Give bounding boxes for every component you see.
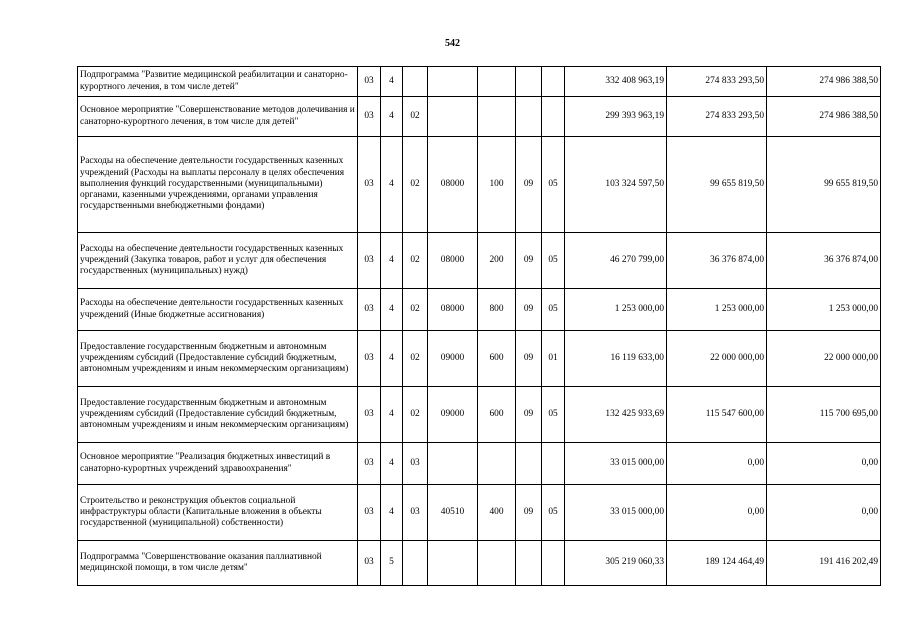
code-ministry: 03 [358,233,381,289]
code-direction [428,97,478,137]
code-activity: 02 [403,289,428,331]
row-description: Строительство и реконструкция объектов социальной инфраструктуры области (Капитальные вложения в объекты государственной (муниципальной) собственности) [78,485,358,541]
code-expense-type: 600 [478,387,516,443]
code-activity [403,67,428,97]
code-section: 09 [516,387,542,443]
code-subprogram: 4 [381,443,403,485]
code-subprogram: 4 [381,233,403,289]
amount-year-3: 191 416 202,49 [767,541,881,586]
amount-year-1: 103 324 597,50 [565,137,667,233]
row-description: Расходы на обеспечение деятельности государственных казенных учреждений (Закупка товаров, работ и услуг для обеспечения государственных (муниципальных) нужд) [78,233,358,289]
code-direction: 40510 [428,485,478,541]
code-activity [403,541,428,586]
code-activity: 02 [403,97,428,137]
amount-year-2: 0,00 [667,485,767,541]
code-subprogram: 4 [381,485,403,541]
amount-year-1: 46 270 799,00 [565,233,667,289]
code-expense-type [478,541,516,586]
row-description: Предоставление государственным бюджетным и автономным учреждениям субсидий (Предоставление субсидий бюджетным, автономным учреждениям и иным некоммерческим организациям) [78,331,358,387]
amount-year-2: 99 655 819,50 [667,137,767,233]
code-subsection: 05 [542,289,565,331]
code-section [516,541,542,586]
code-activity: 02 [403,387,428,443]
row-description: Подпрограмма "Совершенствование оказания паллиативной медицинской помощи, в том числе детям" [78,541,358,586]
amount-year-3: 22 000 000,00 [767,331,881,387]
amount-year-2: 274 833 293,50 [667,97,767,137]
table-row [78,331,881,387]
row-description: Основное мероприятие "Совершенствование методов долечивания и санаторно-курортного лечения, в том числе для детей" [78,97,358,137]
amount-year-1: 33 015 000,00 [565,485,667,541]
code-subsection [542,67,565,97]
code-subprogram: 4 [381,387,403,443]
code-section: 09 [516,233,542,289]
code-direction [428,541,478,586]
code-expense-type [478,67,516,97]
code-direction [428,67,478,97]
code-subprogram: 5 [381,541,403,586]
table-row [78,137,881,233]
amount-year-1: 305 219 060,33 [565,541,667,586]
code-ministry: 03 [358,485,381,541]
amount-year-1: 132 425 933,69 [565,387,667,443]
amount-year-3: 0,00 [767,485,881,541]
amount-year-1: 299 393 963,19 [565,97,667,137]
code-section: 09 [516,331,542,387]
table-row [78,97,881,137]
code-subsection [542,443,565,485]
code-subsection: 05 [542,485,565,541]
amount-year-3: 1 253 000,00 [767,289,881,331]
code-activity: 02 [403,137,428,233]
table-row [78,289,881,331]
amount-year-1: 33 015 000,00 [565,443,667,485]
row-description: Расходы на обеспечение деятельности государственных казенных учреждений (Иные бюджетные ассигнования) [78,289,358,331]
amount-year-3: 115 700 695,00 [767,387,881,443]
code-activity: 03 [403,485,428,541]
code-subsection [542,541,565,586]
code-subsection: 05 [542,387,565,443]
code-direction: 09000 [428,387,478,443]
code-direction: 08000 [428,233,478,289]
code-ministry: 03 [358,137,381,233]
code-ministry: 03 [358,289,381,331]
amount-year-3: 99 655 819,50 [767,137,881,233]
row-description: Основное мероприятие "Реализация бюджетных инвестиций в санаторно-курортных учреждений здравоохранения" [78,443,358,485]
table-row [78,67,881,97]
amount-year-3: 274 986 388,50 [767,97,881,137]
code-section [516,67,542,97]
page-number: 542 [445,38,460,49]
code-direction: 08000 [428,289,478,331]
table-row [78,485,881,541]
table-row [78,443,881,485]
row-description: Расходы на обеспечение деятельности государственных казенных учреждений (Расходы на выплаты персоналу в целях обеспечения выполнения функций государственными (муниципальными) органами, казенными учреждениями, органами управления государственными внебюджетными фондами) [78,137,358,233]
code-subsection: 01 [542,331,565,387]
code-subsection: 05 [542,137,565,233]
amount-year-2: 1 253 000,00 [667,289,767,331]
code-expense-type [478,97,516,137]
code-subprogram: 4 [381,331,403,387]
code-subprogram: 4 [381,97,403,137]
amount-year-1: 332 408 963,19 [565,67,667,97]
code-activity: 02 [403,233,428,289]
code-ministry: 03 [358,331,381,387]
code-expense-type [478,443,516,485]
budget-table [77,66,881,586]
code-direction: 09000 [428,331,478,387]
code-expense-type: 600 [478,331,516,387]
code-expense-type: 400 [478,485,516,541]
amount-year-3: 274 986 388,50 [767,67,881,97]
code-subprogram: 4 [381,137,403,233]
amount-year-3: 36 376 874,00 [767,233,881,289]
code-section: 09 [516,485,542,541]
amount-year-2: 189 124 464,49 [667,541,767,586]
amount-year-2: 115 547 600,00 [667,387,767,443]
code-subsection: 05 [542,233,565,289]
code-ministry: 03 [358,97,381,137]
table-row [78,541,881,586]
code-expense-type: 100 [478,137,516,233]
code-expense-type: 200 [478,233,516,289]
code-activity: 02 [403,331,428,387]
code-section [516,443,542,485]
amount-year-1: 1 253 000,00 [565,289,667,331]
table-row [78,233,881,289]
code-ministry: 03 [358,443,381,485]
code-section [516,97,542,137]
code-direction: 08000 [428,137,478,233]
amount-year-3: 0,00 [767,443,881,485]
code-expense-type: 800 [478,289,516,331]
code-direction [428,443,478,485]
code-section: 09 [516,289,542,331]
amount-year-2: 36 376 874,00 [667,233,767,289]
code-ministry: 03 [358,387,381,443]
code-subprogram: 4 [381,67,403,97]
row-description: Предоставление государственным бюджетным и автономным учреждениям субсидий (Предоставление субсидий бюджетным, автономным учреждениям и иным некоммерческим организациям) [78,387,358,443]
code-ministry: 03 [358,67,381,97]
amount-year-2: 274 833 293,50 [667,67,767,97]
table-row [78,387,881,443]
code-ministry: 03 [358,541,381,586]
code-subsection [542,97,565,137]
row-description: Подпрограмма "Развитие медицинской реабилитации и санаторно-курортного лечения, в том числе детей" [78,67,358,97]
amount-year-2: 0,00 [667,443,767,485]
amount-year-1: 16 119 633,00 [565,331,667,387]
code-subprogram: 4 [381,289,403,331]
code-section: 09 [516,137,542,233]
amount-year-2: 22 000 000,00 [667,331,767,387]
code-activity: 03 [403,443,428,485]
